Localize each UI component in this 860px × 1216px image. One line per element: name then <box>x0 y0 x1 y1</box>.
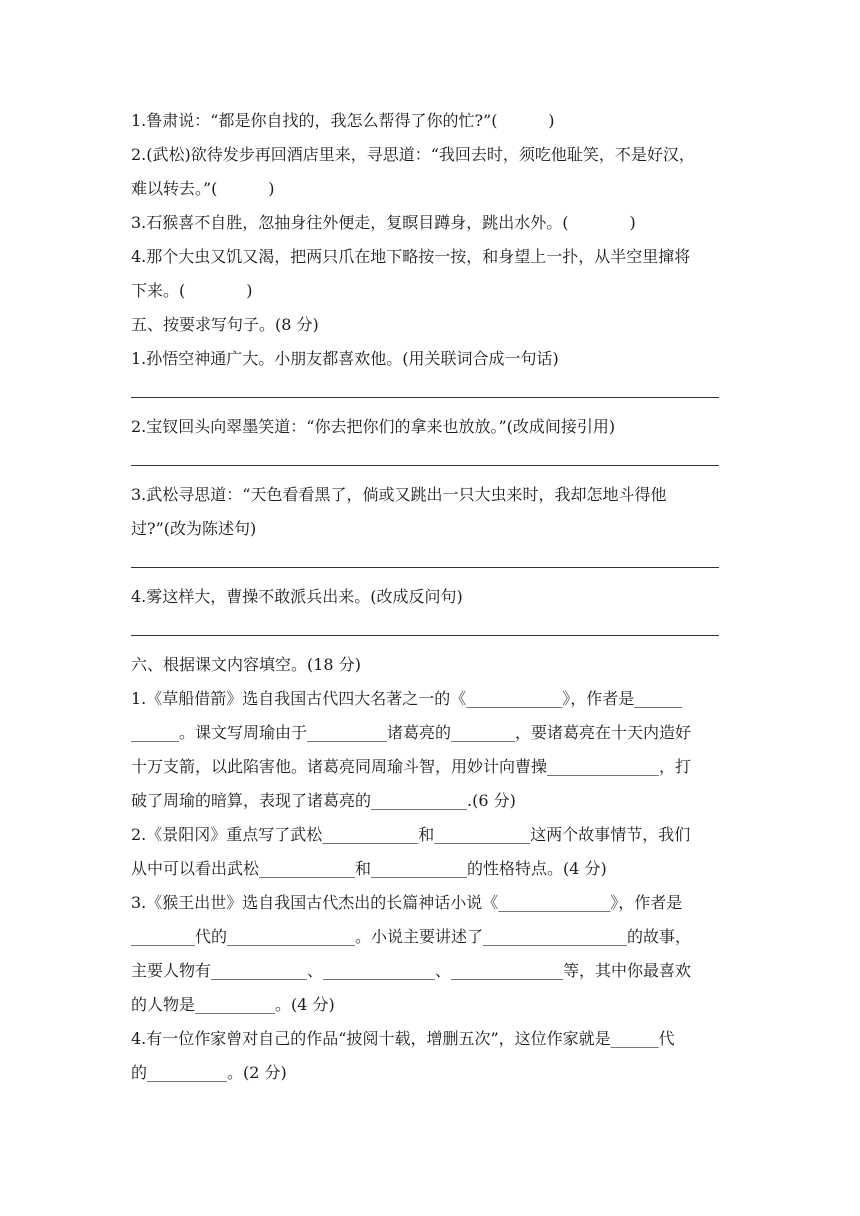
section-6-title: 六、根据课文内容填空。(18 分) <box>131 655 361 674</box>
section-6-line-9: 主要人物有____________、______________、______________等，其中你最喜欢 <box>131 961 692 980</box>
section-6-line-5: 2.《景阳冈》重点写了武松____________和____________这两个故事情节，我们 <box>131 825 691 844</box>
answer-line-4[interactable] <box>131 614 731 648</box>
section-6-line-10: 的人物是__________。(4 分) <box>131 995 335 1014</box>
answer-line-3[interactable] <box>131 546 731 580</box>
section-5-title: 五、按要求写句子。(8 分) <box>131 315 319 334</box>
section-6-line-1: 1.《草船借箭》选自我国古代四大名著之一的《____________》，作者是______ <box>131 689 683 708</box>
section-6-line-7: 3.《猴王出世》选自我国古代杰出的长篇神话小说《______________》，作者是 <box>131 893 683 912</box>
section-5-question-1: 1.孙悟空神通广大。小朋友都喜欢他。(用关联词合成一句话) <box>131 349 559 368</box>
section-6-line-8: ________代的________________。小说主要讲述了__________________的故事， <box>131 927 692 946</box>
q4-item-2-line-1: 2.(武松)欲待发步再回酒店里来，寻思道：“我回去时，须吃他耻笑，不是好汉， <box>131 145 695 164</box>
q4-item-3: 3.石猴喜不自胜，忽抽身往外便走，复瞑目蹲身，跳出水外。( ) <box>131 213 636 232</box>
section-6-line-4: 破了周瑜的暗算，表现了诸葛亮的____________.(6 分) <box>131 791 516 810</box>
answer-line-1[interactable] <box>131 376 731 410</box>
worksheet-page <box>131 104 731 1090</box>
section-5-question-4: 4.雾这样大，曹操不敢派兵出来。(改成反问句) <box>131 587 463 606</box>
section-5-question-3-line-1: 3.武松寻思道：“天色看看黑了，倘或又跳出一只大虫来时，我却怎地斗得他 <box>131 485 667 504</box>
q4-item-1: 1.鲁肃说：“都是你自找的，我怎么帮得了你的忙?”( ) <box>131 111 555 130</box>
section-5-question-3-line-2: 过?”(改为陈述句) <box>131 519 257 538</box>
q4-item-4-line-2: 下来。( ) <box>131 281 253 300</box>
answer-line-2[interactable] <box>131 444 731 478</box>
section-6-line-11: 4.有一位作家曾对自己的作品“披阅十载，增删五次”，这位作家就是______代 <box>131 1029 675 1048</box>
section-5-question-2: 2.宝钗回头向翠墨笑道：“你去把你们的拿来也放放。”(改成间接引用) <box>131 417 616 436</box>
section-6-line-6: 从中可以看出武松____________和____________的性格特点。(4 分) <box>131 859 607 878</box>
q4-item-2-line-2: 难以转去。”( ) <box>131 179 275 198</box>
section-6-line-3: 十万支箭，以此陷害他。诸葛亮同周瑜斗智，用妙计向曹操______________，打 <box>131 757 692 776</box>
q4-item-4-line-1: 4.那个大虫又饥又渴，把两只爪在地下略按一按，和身望上一扑，从半空里撺将 <box>131 247 691 266</box>
section-6-line-12: 的__________。(2 分) <box>131 1063 287 1082</box>
section-6-line-2: ______。课文写周瑜由于__________诸葛亮的________，要诸葛亮在十天内造好 <box>131 723 692 742</box>
